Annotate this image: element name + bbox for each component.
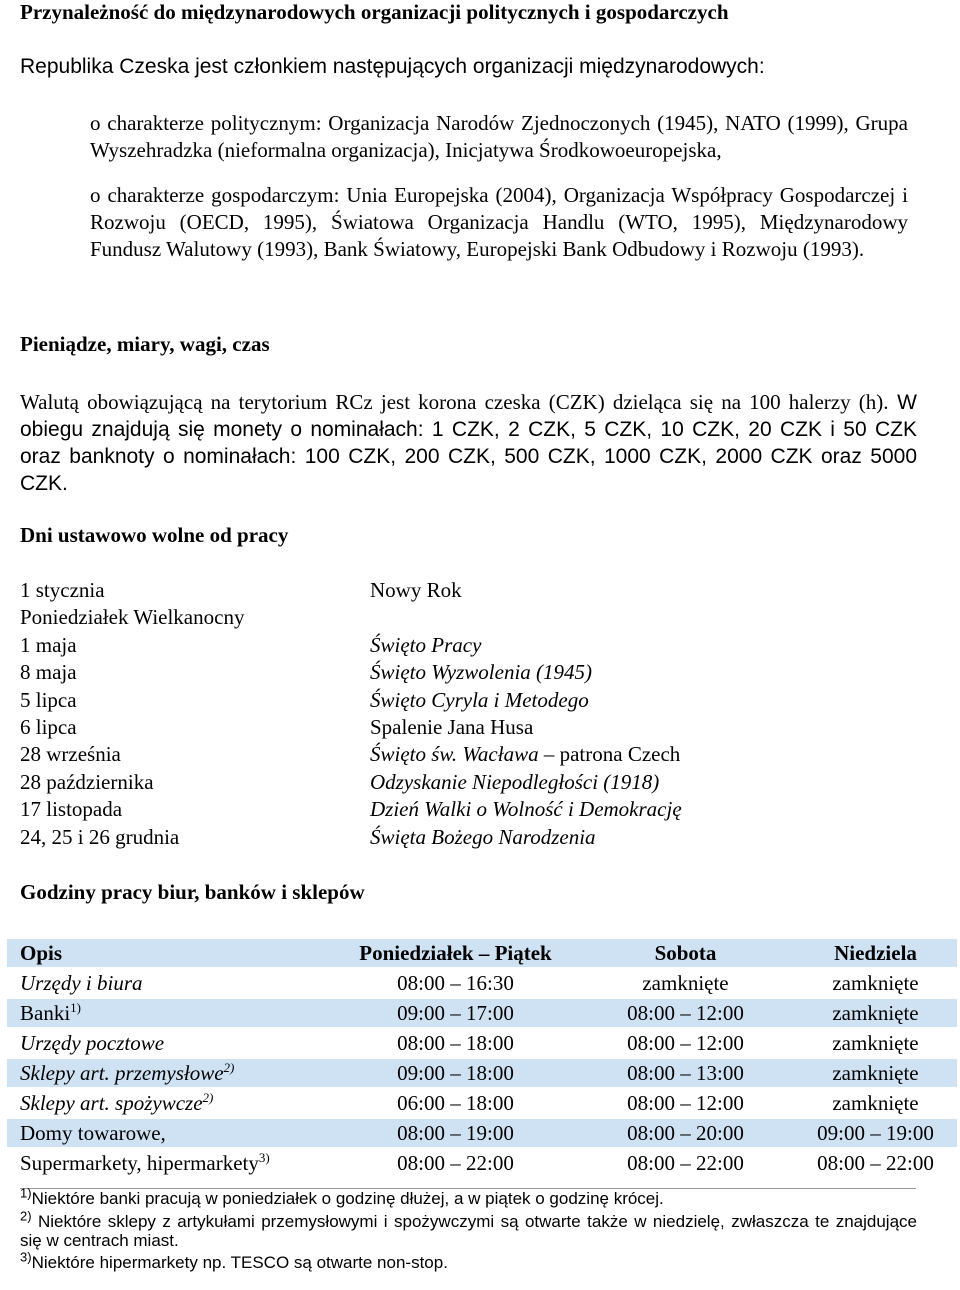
holiday-row bbox=[20, 741, 682, 768]
holiday-row bbox=[20, 796, 682, 823]
holiday-row bbox=[20, 824, 682, 851]
table-row bbox=[7, 968, 957, 998]
footnote-ref: 1) bbox=[70, 999, 82, 1015]
cell-sunday: zamknięte bbox=[787, 1028, 957, 1058]
table-row bbox=[7, 1118, 957, 1148]
footnote-3 bbox=[20, 1249, 917, 1272]
cell-sunday: zamknięte bbox=[787, 1058, 957, 1088]
money-paragraph bbox=[20, 389, 917, 497]
cell-weekdays: 09:00 – 18:00 bbox=[327, 1058, 577, 1088]
heading-membership: Przynależność do międzynarodowych organizacji politycznych i gospodarczych bbox=[20, 0, 729, 24]
footnote-text: Niektóre banki pracują w poniedziałek o godzinę dłużej, a w piątek o godzinę krócej. bbox=[31, 1189, 664, 1208]
holiday-row bbox=[20, 659, 682, 686]
header-description: Opis bbox=[7, 938, 327, 968]
holiday-name: Odzyskanie Niepodległości (1918) bbox=[370, 769, 660, 794]
footnote-ref: 2) bbox=[223, 1059, 235, 1075]
holiday-date: 6 lipca bbox=[20, 714, 77, 739]
holiday-row bbox=[20, 604, 682, 631]
header-weekdays: Poniedziałek – Piątek bbox=[327, 938, 577, 968]
table-row bbox=[7, 1028, 957, 1058]
holiday-row bbox=[20, 687, 682, 714]
holiday-name: Święto Wyzwolenia (1945) bbox=[370, 660, 593, 685]
header-sunday: Niedziela bbox=[787, 938, 957, 968]
organizations-list bbox=[90, 110, 908, 263]
money-currency-text: Walutą obowiązującą na terytorium RCz jest korona czeska (CZK) dzieląca się na 100 halerzy (h). bbox=[20, 390, 889, 414]
cell-sunday: zamknięte bbox=[787, 998, 957, 1028]
holiday-date: 24, 25 i 26 grudnia bbox=[20, 824, 180, 849]
footnote-text: Niektóre sklepy z artykułami przemysłowymi i spożywczymi są otwarte także w niedzielę, zwłaszcza te znajdujące się w centrach miast. bbox=[20, 1212, 917, 1250]
cell-sunday: 09:00 – 19:00 bbox=[787, 1118, 957, 1148]
cell-weekdays: 08:00 – 19:00 bbox=[327, 1118, 577, 1148]
holiday-name: Święta Bożego Narodzenia bbox=[370, 824, 596, 849]
opening-hours-table bbox=[7, 937, 957, 1178]
row-description: Urzędy pocztowe bbox=[7, 1028, 327, 1058]
cell-weekdays: 08:00 – 22:00 bbox=[327, 1148, 577, 1178]
cell-weekdays: 06:00 – 18:00 bbox=[327, 1088, 577, 1118]
row-description-cell bbox=[7, 1058, 327, 1088]
table-row bbox=[7, 1058, 957, 1088]
heading-money: Pieniądze, miary, wagi, czas bbox=[20, 332, 270, 356]
holiday-row bbox=[20, 714, 682, 741]
footnote-2 bbox=[20, 1208, 917, 1250]
holiday-name: Spalenie Jana Husa bbox=[370, 714, 534, 739]
cell-weekdays: 08:00 – 18:00 bbox=[327, 1028, 577, 1058]
holiday-date: 1 maja bbox=[20, 632, 77, 657]
political-organizations: o charakterze politycznym: Organizacja Narodów Zjednoczonych (1945), NATO (1999), Grupa Wyszehradzka (nieformalna organizacja), Inicjatywa Środkowoeuropejska, bbox=[90, 111, 908, 162]
holiday-name: Święto Pracy bbox=[370, 632, 482, 657]
row-description-cell bbox=[7, 1148, 327, 1178]
cell-sunday: 08:00 – 22:00 bbox=[787, 1148, 957, 1178]
holiday-date: 28 września bbox=[20, 742, 121, 767]
cell-saturday: 08:00 – 22:00 bbox=[577, 1148, 787, 1178]
holiday-row bbox=[20, 577, 682, 604]
header-saturday: Sobota bbox=[577, 938, 787, 968]
holiday-name-suffix: – patrona Czech bbox=[538, 742, 681, 767]
cell-sunday: zamknięte bbox=[787, 968, 957, 998]
footnote-mark: 2) bbox=[20, 1208, 32, 1224]
cell-weekdays: 08:00 – 16:30 bbox=[327, 968, 577, 998]
holiday-name: Święto św. Wacława bbox=[370, 742, 539, 767]
holiday-date: 5 lipca bbox=[20, 687, 77, 712]
cell-saturday: 08:00 – 12:00 bbox=[577, 998, 787, 1028]
economic-organizations: o charakterze gospodarczym: Unia Europejska (2004), Organizacja Współpracy Gospodarczej i Rozwoju (OECD, 1995), Światowa Organizacja Handlu (WTO, 1995), Międzynarodowy Fundusz Walutowy (1993), Bank Światowy, Europejski Bank Odbudowy i Rozwoju (1993). bbox=[90, 183, 908, 261]
footnote-ref: 3) bbox=[258, 1149, 270, 1165]
row-description: Supermarkety, hipermarkety bbox=[20, 1150, 259, 1175]
footnotes bbox=[20, 1185, 917, 1272]
holiday-date: Poniedziałek Wielkanocny bbox=[20, 605, 245, 630]
money-denominations-text: W obiegu znajdują się monety o nominałach: 1 CZK, 2 CZK, 5 CZK, 10 CZK, 20 CZK i 50 CZK oraz banknoty o nominałach: 100 CZK, 200 CZK, 500 CZK, 1000 CZK, 2000 CZK oraz 5000 CZK. bbox=[20, 391, 917, 495]
heading-holidays: Dni ustawowo wolne od pracy bbox=[20, 523, 289, 547]
row-description: Sklepy art. przemysłowe bbox=[20, 1060, 224, 1085]
footnote-mark: 3) bbox=[20, 1249, 32, 1265]
holiday-row bbox=[20, 632, 682, 659]
footnote-ref: 2) bbox=[202, 1089, 214, 1105]
holiday-name: Święto Cyryla i Metodego bbox=[370, 687, 589, 712]
table-row bbox=[7, 998, 957, 1028]
cell-weekdays: 09:00 – 17:00 bbox=[327, 998, 577, 1028]
holidays-list bbox=[20, 577, 682, 851]
row-description-cell bbox=[7, 998, 327, 1028]
holiday-row bbox=[20, 769, 682, 796]
holiday-name: Nowy Rok bbox=[370, 578, 462, 602]
holiday-date: 1 stycznia bbox=[20, 578, 105, 602]
row-description: Banki bbox=[20, 1000, 71, 1025]
cell-sunday: zamknięte bbox=[787, 1088, 957, 1118]
holiday-date: 17 listopada bbox=[20, 797, 123, 822]
footnote-mark: 1) bbox=[20, 1185, 32, 1201]
footnote-text: Niektóre hipermarkety np. TESCO są otwarte non-stop. bbox=[31, 1253, 448, 1272]
table-row bbox=[7, 1088, 957, 1118]
row-description: Domy towarowe, bbox=[7, 1118, 327, 1148]
row-description: Sklepy art. spożywcze bbox=[20, 1090, 203, 1115]
table-header-row bbox=[7, 938, 957, 968]
row-description: Urzędy i biura bbox=[7, 968, 327, 998]
table-row bbox=[7, 1148, 957, 1178]
holiday-name: Dzień Walki o Wolność i Demokrację bbox=[370, 797, 682, 822]
heading-hours: Godziny pracy biur, banków i sklepów bbox=[20, 880, 365, 904]
holiday-date: 28 października bbox=[20, 769, 154, 794]
intro-text: Republika Czeska jest członkiem następujących organizacji międzynarodowych: bbox=[20, 55, 765, 78]
cell-saturday: zamknięte bbox=[577, 968, 787, 998]
cell-saturday: 08:00 – 12:00 bbox=[577, 1028, 787, 1058]
cell-saturday: 08:00 – 13:00 bbox=[577, 1058, 787, 1088]
cell-saturday: 08:00 – 12:00 bbox=[577, 1088, 787, 1118]
cell-saturday: 08:00 – 20:00 bbox=[577, 1118, 787, 1148]
row-description-cell bbox=[7, 1088, 327, 1118]
holiday-date: 8 maja bbox=[20, 660, 77, 685]
footnote-1 bbox=[20, 1185, 917, 1208]
